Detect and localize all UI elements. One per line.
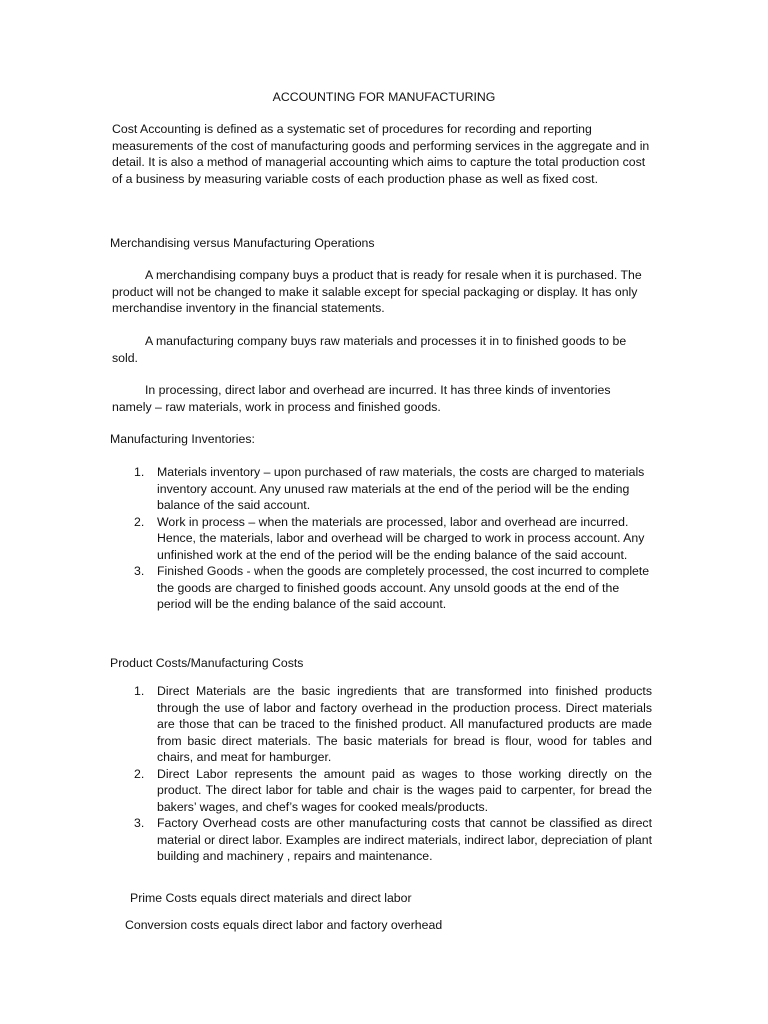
processing-paragraph: In processing, direct labor and overhead are incurred. It has three kinds of inventories namely – raw materials, work in process and finished goods. (112, 383, 611, 414)
product-costs-heading: Product Costs/Manufacturing Costs (110, 656, 304, 670)
list-item: 1. Direct Materials are the basic ingredients that are transformed into finished products through the use of labor and factory overhead in the production process. Direct materials are those that can be traced to the finished product. All manufactured products are made from basic direct materials. The basic materials for bread is flour, wood for tables and chairs, and meat for hamburger. (134, 684, 652, 764)
prime-costs-line: Prime Costs equals direct materials and direct labor (130, 891, 412, 905)
list-item: 2. Work in process – when the materials are processed, labor and overhead are incurred. Hence, the materials, labor and overhead will be charged to work in process account. Any unfinished work at the end of the period will be the ending balance of the said account. (134, 514, 645, 562)
product-costs-list (112, 683, 652, 865)
inventories-heading: Manufacturing Inventories: (110, 432, 255, 446)
inventories-list (112, 464, 652, 613)
list-item: 3. Finished Goods - when the goods are completely processed, the cost incurred to complete the goods are charged to finished goods account. Any unsold goods at the end of the period will be the ending balance of the said account. (134, 564, 650, 611)
merchandising-heading: Merchandising versus Manufacturing Operations (110, 236, 375, 250)
merchandising-paragraph: A merchandising company buys a product that is ready for resale when it is purchased. The product will not be changed to make it salable except for special packaging or display. It has only merchandise inventory in the financial statements. (112, 268, 642, 315)
list-item: 1. Materials inventory – upon purchased of raw materials, the costs are charged to materials inventory account. Any unused raw materials at the end of the period will be the ending balance of the said account. (134, 465, 645, 512)
list-item: 3. Factory Overhead costs are other manufacturing costs that cannot be classified as direct material or direct labor. Examples are indirect materials, indirect labor, depreciation of plant building and machinery , repairs and maintenance. (134, 816, 652, 863)
cost-accounting-term: Cost Accounting (112, 122, 201, 136)
conversion-costs-line: Conversion costs equals direct labor and factory overhead (125, 918, 443, 932)
document-title: ACCOUNTING FOR MANUFACTURING (272, 90, 496, 104)
cost-accounting-paragraph (112, 121, 652, 187)
manufacturing-paragraph: A manufacturing company buys raw materials and processes it in to finished goods to be sold. (112, 334, 627, 365)
list-item: 2. Direct Labor represents the amount paid as wages to those working directly on the product. The direct labor for table and chair is the wages paid to carpenter, for bread the bakers’ wages, and chef’s wages for cooked meals/products. (134, 766, 652, 814)
cost-accounting-definition: is defined as a systematic set of procedures for recording and reporting measurements of the cost of manufacturing goods and performing services in the aggregate and in detail. It is also a method of managerial accounting which aims to capture the total production cost of a business by measuring variable costs of each production phase as well as fixed cost. (112, 122, 650, 186)
